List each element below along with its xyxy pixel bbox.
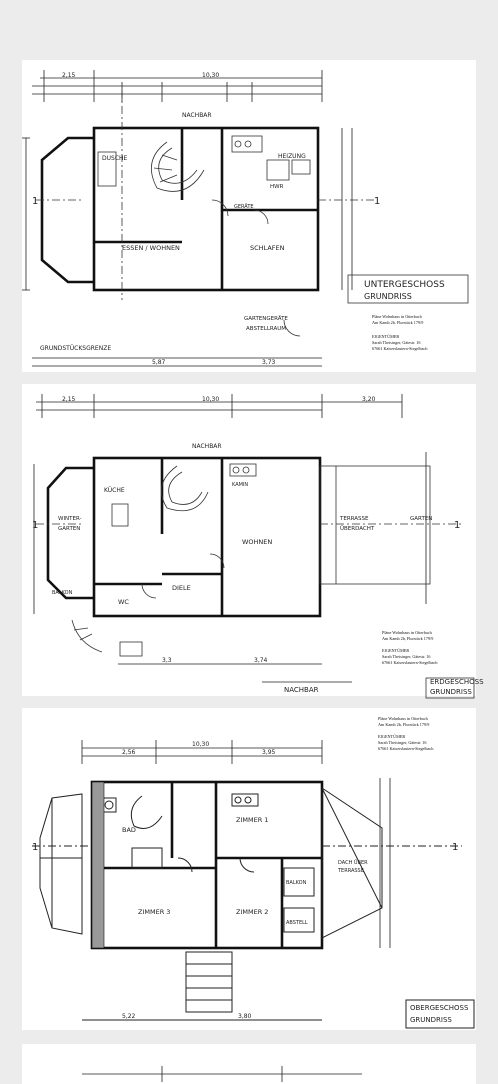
owner-line: Sarah Theisinger, Gätestr. 16 [372, 340, 421, 345]
owner-label: EIGENTÜMER [378, 734, 406, 739]
owner-line: Sarah Theisinger, Gätestr. 16 [382, 654, 431, 659]
room-label-terrace: ÜBERDACHT [340, 526, 375, 532]
room-label-bedroom: SCHLAFEN [250, 244, 285, 252]
room-label-living: ESSEN / WOHNEN [122, 244, 180, 252]
room-label-heating: HEIZUNG [278, 153, 306, 160]
room-label-room1: ZIMMER 1 [236, 816, 269, 824]
svg-text:3,20: 3,20 [362, 396, 376, 403]
room-label-devices: GERÄTE [234, 204, 254, 210]
room-label-roof: TERRASSE [338, 868, 364, 874]
floorplan-sheet-groundfloor [22, 384, 484, 696]
svg-text:3,73: 3,73 [262, 359, 276, 366]
owner-label: EIGENTÜMER [382, 648, 410, 653]
svg-text:3,3: 3,3 [162, 657, 172, 664]
sheet-subtitle: GRUNDRISS [430, 688, 472, 696]
sheet-subtitle: GRUNDRISS [364, 292, 412, 301]
svg-text:3,80: 3,80 [238, 1013, 252, 1020]
owner-line: Sarah Theisinger, Gätestr. 16 [378, 740, 427, 745]
room-label-wintergarden: WINTER- [58, 516, 82, 522]
axis-label: 1 [374, 196, 381, 207]
room-label-storage: ABSTELL [286, 920, 308, 926]
room-label-neighbor: NACHBAR [182, 112, 212, 119]
groundfloor-drawing [22, 384, 484, 696]
floorplan-sheet-basement [22, 60, 476, 372]
svg-text:3,74: 3,74 [254, 657, 268, 664]
svg-text:5,22: 5,22 [122, 1013, 136, 1020]
upperfloor-drawing [22, 708, 476, 1030]
owner-label: EIGENTÜMER [372, 334, 400, 339]
sheet-title: ERDGESCHOSS [430, 678, 484, 686]
svg-text:10,30: 10,30 [202, 396, 220, 403]
room-label-bath: BAD [122, 826, 136, 834]
room-label-shower: DUSCHE [102, 155, 128, 162]
room-label-hall: DIELE [172, 584, 191, 592]
sheet-title: UNTERGESCHOSS [364, 280, 445, 290]
owner-line: 67661 Kaiserslautern-Siegelbach [378, 746, 434, 751]
room-label-kitchen: KÜCHE [104, 487, 125, 494]
svg-text:1: 1 [454, 520, 461, 531]
room-label-roof: DACH ÜBER [338, 860, 368, 866]
sheet-title: OBERGESCHOSS [410, 1004, 469, 1012]
room-label-room3: ZIMMER 3 [138, 908, 171, 916]
info-line: Am Kamb 2b, Flurstück 179/9 [378, 722, 430, 727]
svg-text:NACHBAR: NACHBAR [284, 686, 319, 694]
dim-top-2: 10,30 [202, 72, 220, 79]
room-label-wc: WC [118, 598, 129, 606]
svg-text:2,56: 2,56 [122, 749, 136, 756]
partial-drawing [22, 1044, 476, 1084]
info-line: Pläne Wohnhaus in Otterbach [382, 630, 432, 635]
info-line: Am Kamb 2b, Flurstück 179/9 [382, 636, 434, 641]
room-label-fireplace: KAMIN [232, 482, 249, 488]
room-label-balcony: BALKON [52, 590, 73, 596]
dim-top-1: 2,15 [62, 72, 76, 79]
room-label-storage-1: GARTENGERÄTE [244, 316, 288, 322]
svg-text:5,87: 5,87 [152, 359, 166, 366]
room-label-balcony: BALKON [286, 880, 307, 886]
room-label-utility: HWR [270, 184, 284, 190]
room-label-garden: GARTEN [410, 516, 433, 522]
floorplan-sheet-upperfloor [22, 708, 476, 1030]
room-label-wintergarden: GARTEN [58, 526, 81, 532]
svg-text:10,30: 10,30 [192, 741, 210, 748]
room-label-room2: ZIMMER 2 [236, 908, 269, 916]
room-label-terrace: TERRASSE [340, 516, 369, 522]
room-label-neighbor: NACHBAR [192, 443, 222, 450]
info-line: Pläne Wohnhaus in Otterbach [378, 716, 428, 721]
info-line: Am Kamb 2b, Flurstück 179/9 [372, 320, 424, 325]
owner-line: 67661 Kaiserslautern-Siegelbach [382, 660, 438, 665]
room-label-storage-2: ABSTELLRAUM [246, 326, 287, 332]
svg-text:1: 1 [452, 842, 459, 853]
svg-text:1: 1 [32, 842, 39, 853]
sheet-subtitle: GRUNDRISS [410, 1016, 452, 1024]
svg-text:3,95: 3,95 [262, 749, 276, 756]
floorplan-sheet-partial [22, 1044, 476, 1084]
room-label-living: WOHNEN [242, 538, 273, 546]
info-line: Pläne Wohnhaus in Otterbach [372, 314, 422, 319]
axis-label: 1 [32, 196, 39, 207]
owner-line: 67661 Kaiserslautern-Siegelbach [372, 346, 428, 351]
basement-drawing [22, 60, 476, 372]
svg-text:2,15: 2,15 [62, 396, 76, 403]
boundary-label: GRUNDSTÜCKSGRENZE [40, 345, 112, 352]
svg-text:1: 1 [32, 520, 39, 531]
